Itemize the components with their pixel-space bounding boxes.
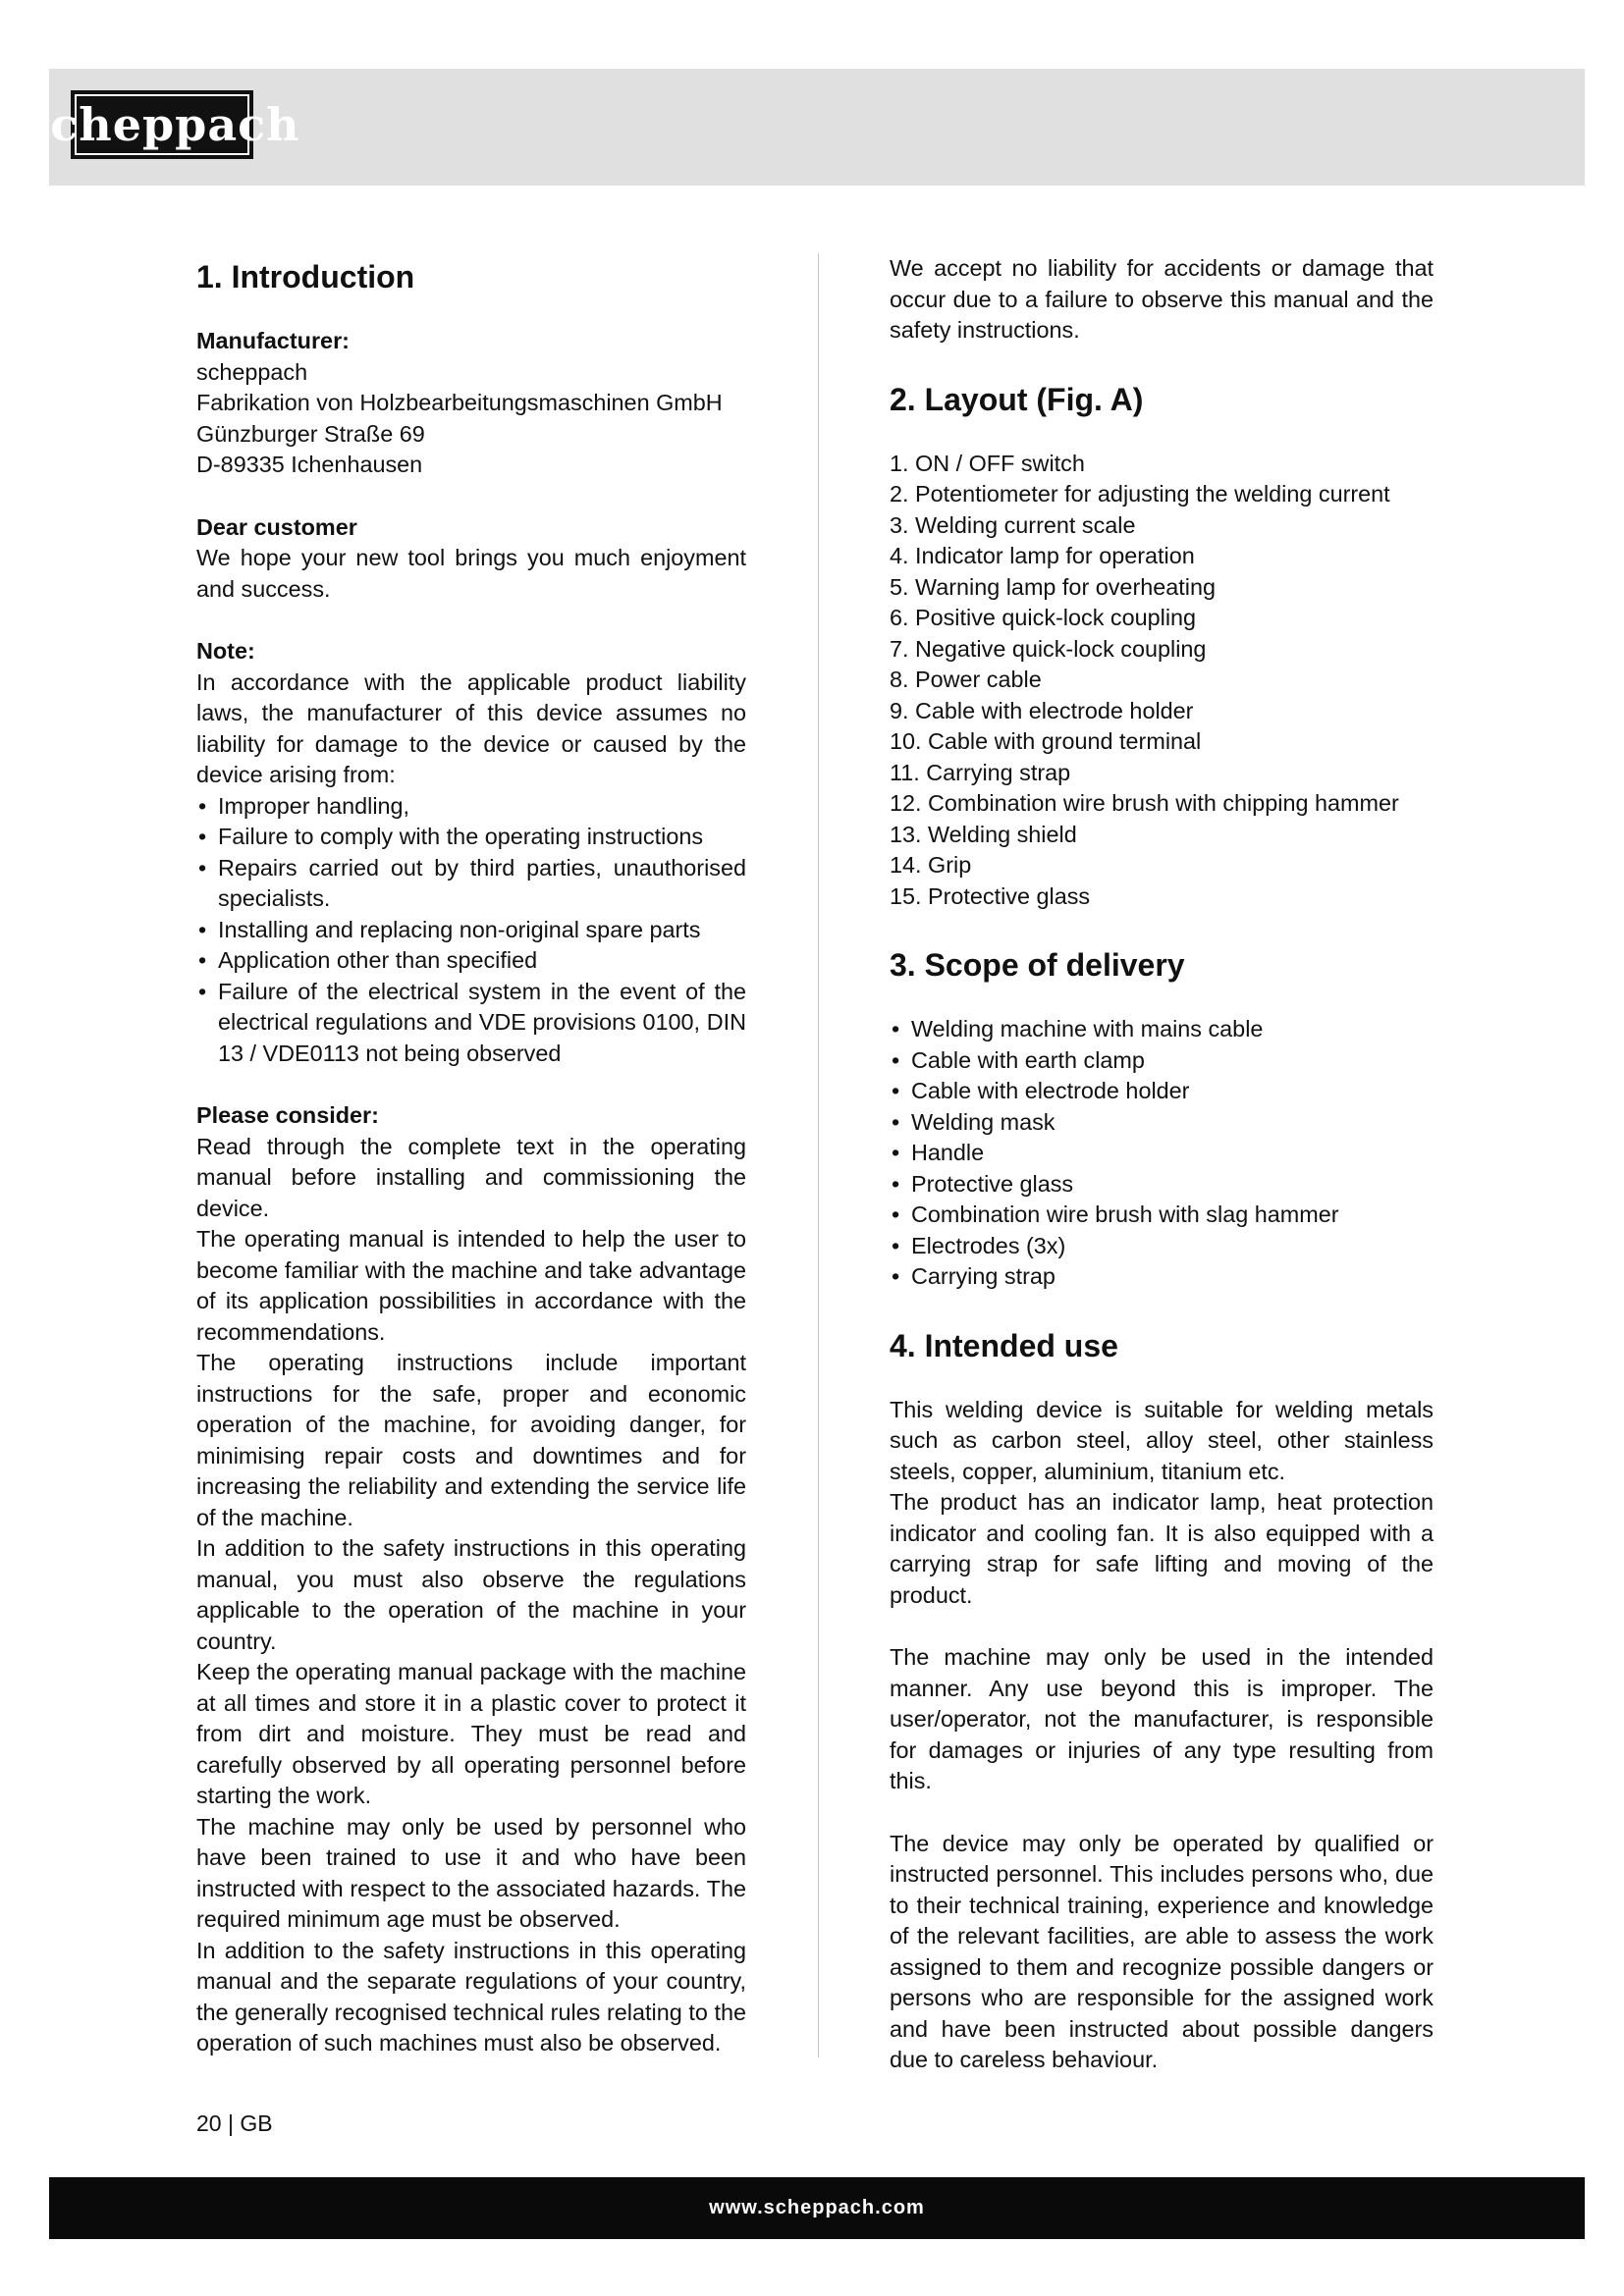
footer-band xyxy=(49,2177,1585,2239)
list-item: • Welding machine with mains cable xyxy=(890,1014,1434,1045)
intended-use-paragraph: This welding device is suitable for welding metals such as carbon steel, alloy steel, other stainless steels, copper, aluminium, titanium etc. xyxy=(890,1396,1434,1484)
column-divider xyxy=(818,253,819,2057)
list-item: 10. Cable with ground terminal xyxy=(890,728,1202,754)
list-item: 12. Combination wire brush with chipping hammer xyxy=(890,790,1399,816)
manufacturer-line: D-89335 Ichenhausen xyxy=(196,452,423,477)
consider-paragraph: The operating instructions include important instructions for the safe, proper and economic operation of the machine, for avoiding danger, for minimising repair costs and downtimes and for increasing the reliability and extending the service life of the machine. xyxy=(196,1350,746,1530)
intended-use-paragraph: The machine may only be used in the intended manner. Any use beyond this is improper. The user/operator, not the manufacturer, is responsible for damages or injuries of any type resulting from this. xyxy=(890,1644,1434,1793)
list-item: 6. Positive quick-lock coupling xyxy=(890,605,1197,630)
list-item: • Application other than specified xyxy=(196,945,746,977)
consider-paragraph: In addition to the safety instructions in this operating manual, you must also observe the regulations applicable to the operation of the machine in your country. xyxy=(196,1535,746,1654)
note-text: In accordance with the applicable product liability laws, the manufacturer of this device assumes no liability for damage to the device or caused by the device arising from: xyxy=(196,668,746,787)
liability-text: We accept no liability for accidents or damage that occur due to a failure to observe this manual and the safety instructions. xyxy=(890,255,1434,343)
right-column xyxy=(890,253,1434,2076)
manufacturer-line: Fabrikation von Holzbearbeitungsmaschinen GmbH xyxy=(196,390,723,415)
note-list xyxy=(196,791,746,1070)
list-item: 11. Carrying strap xyxy=(890,759,1071,785)
list-item: 4. Indicator lamp for operation xyxy=(890,543,1195,568)
note-label: Note: xyxy=(196,638,255,664)
list-item: • Combination wire brush with slag hammer xyxy=(890,1200,1434,1231)
list-item: • Improper handling, xyxy=(196,791,746,823)
manufacturer-line: Günzburger Straße 69 xyxy=(196,420,425,447)
consider-paragraph: In addition to the safety instructions in this operating manual and the separate regulations of your country, the generally recognised technical rules relating to the operation of such machines must also be observed. xyxy=(196,1937,746,2056)
section-title-intended-use: 4. Intended use xyxy=(890,1327,1118,1363)
list-item: • Installing and replacing non-original spare parts xyxy=(196,915,746,946)
list-item: 7. Negative quick-lock coupling xyxy=(890,635,1207,662)
section-title-layout: 2. Layout (Fig. A) xyxy=(890,381,1144,417)
list-item: • Cable with electrode holder xyxy=(890,1076,1434,1107)
intended-use-paragraph: The device may only be operated by qualified or instructed personnel. This includes persons who, due to their technical training, experience and knowledge of the relevant facilities, are able to assess the work assigned to them and recognize possible dangers or persons who are responsible for the assigned work and have been instructed about possible dangers due to careless behaviour. xyxy=(890,1830,1434,2072)
list-item: 13. Welding shield xyxy=(890,821,1077,847)
list-item: • Welding mask xyxy=(890,1107,1434,1139)
intended-use-paragraph: The product has an indicator lamp, heat protection indicator and cooling fan. It is also equipped with a carrying strap for safe lifting and moving of the product. xyxy=(890,1489,1434,1608)
list-item: • Failure of the electrical system in the event of the electrical regulations and VDE provisions 0100, DIN 13 / VDE0113 not being observed xyxy=(196,977,746,1070)
list-item: 14. Grip xyxy=(890,852,972,878)
dear-customer-text: We hope your new tool brings you much enjoyment and success. xyxy=(196,545,746,602)
list-item: 2. Potentiometer for adjusting the welding current xyxy=(890,481,1390,507)
scheppach-logo: scheppach xyxy=(71,90,253,159)
list-item: 8. Power cable xyxy=(890,667,1042,692)
list-item: 9. Cable with electrode holder xyxy=(890,697,1194,723)
consider-paragraph: Read through the complete text in the operating manual before installing and commissioning the device. xyxy=(196,1133,746,1221)
header-band xyxy=(24,69,1585,186)
left-column xyxy=(196,253,746,2059)
scope-list xyxy=(890,1014,1434,1293)
list-item: • Electrodes (3x) xyxy=(890,1231,1434,1262)
list-item: • Handle xyxy=(890,1138,1434,1169)
section-title-introduction: 1. Introduction xyxy=(196,259,415,294)
list-item: 1. ON / OFF switch xyxy=(890,450,1085,476)
consider-paragraph: The machine may only be used by personnel who have been trained to use it and who have been instructed with respect to the associated hazards. The required minimum age must be observed. xyxy=(196,1813,746,1932)
list-item: 15. Protective glass xyxy=(890,882,1091,909)
manufacturer-label: Manufacturer: xyxy=(196,328,350,353)
dear-customer-label: Dear customer xyxy=(196,513,357,540)
section-title-scope: 3. Scope of delivery xyxy=(890,947,1185,983)
please-consider-label: Please consider: xyxy=(196,1102,379,1128)
consider-paragraph: Keep the operating manual package with the machine at all times and store it in a plastic cover to protect it from dirt and moisture. They must be read and carefully observed by all operating personnel before starting the work. xyxy=(196,1659,746,1808)
list-item: 5. Warning lamp for overheating xyxy=(890,573,1216,600)
list-item: • Protective glass xyxy=(890,1169,1434,1201)
list-item: • Repairs carried out by third parties, unauthorised specialists. xyxy=(196,853,746,915)
page-number: 20 | GB xyxy=(196,2110,273,2136)
list-item: • Cable with earth clamp xyxy=(890,1045,1434,1077)
website-link[interactable]: www.scheppach.com xyxy=(709,2197,925,2218)
manufacturer-line: scheppach xyxy=(196,358,308,385)
layout-list xyxy=(890,449,1434,913)
list-item: • Failure to comply with the operating instructions xyxy=(196,822,746,853)
consider-paragraph: The operating manual is intended to help the user to become familiar with the machine and take advantage of its application possibilities in accordance with the recommendations. xyxy=(196,1226,746,1345)
list-item: 3. Welding current scale xyxy=(890,511,1136,538)
list-item: • Carrying strap xyxy=(890,1261,1434,1293)
